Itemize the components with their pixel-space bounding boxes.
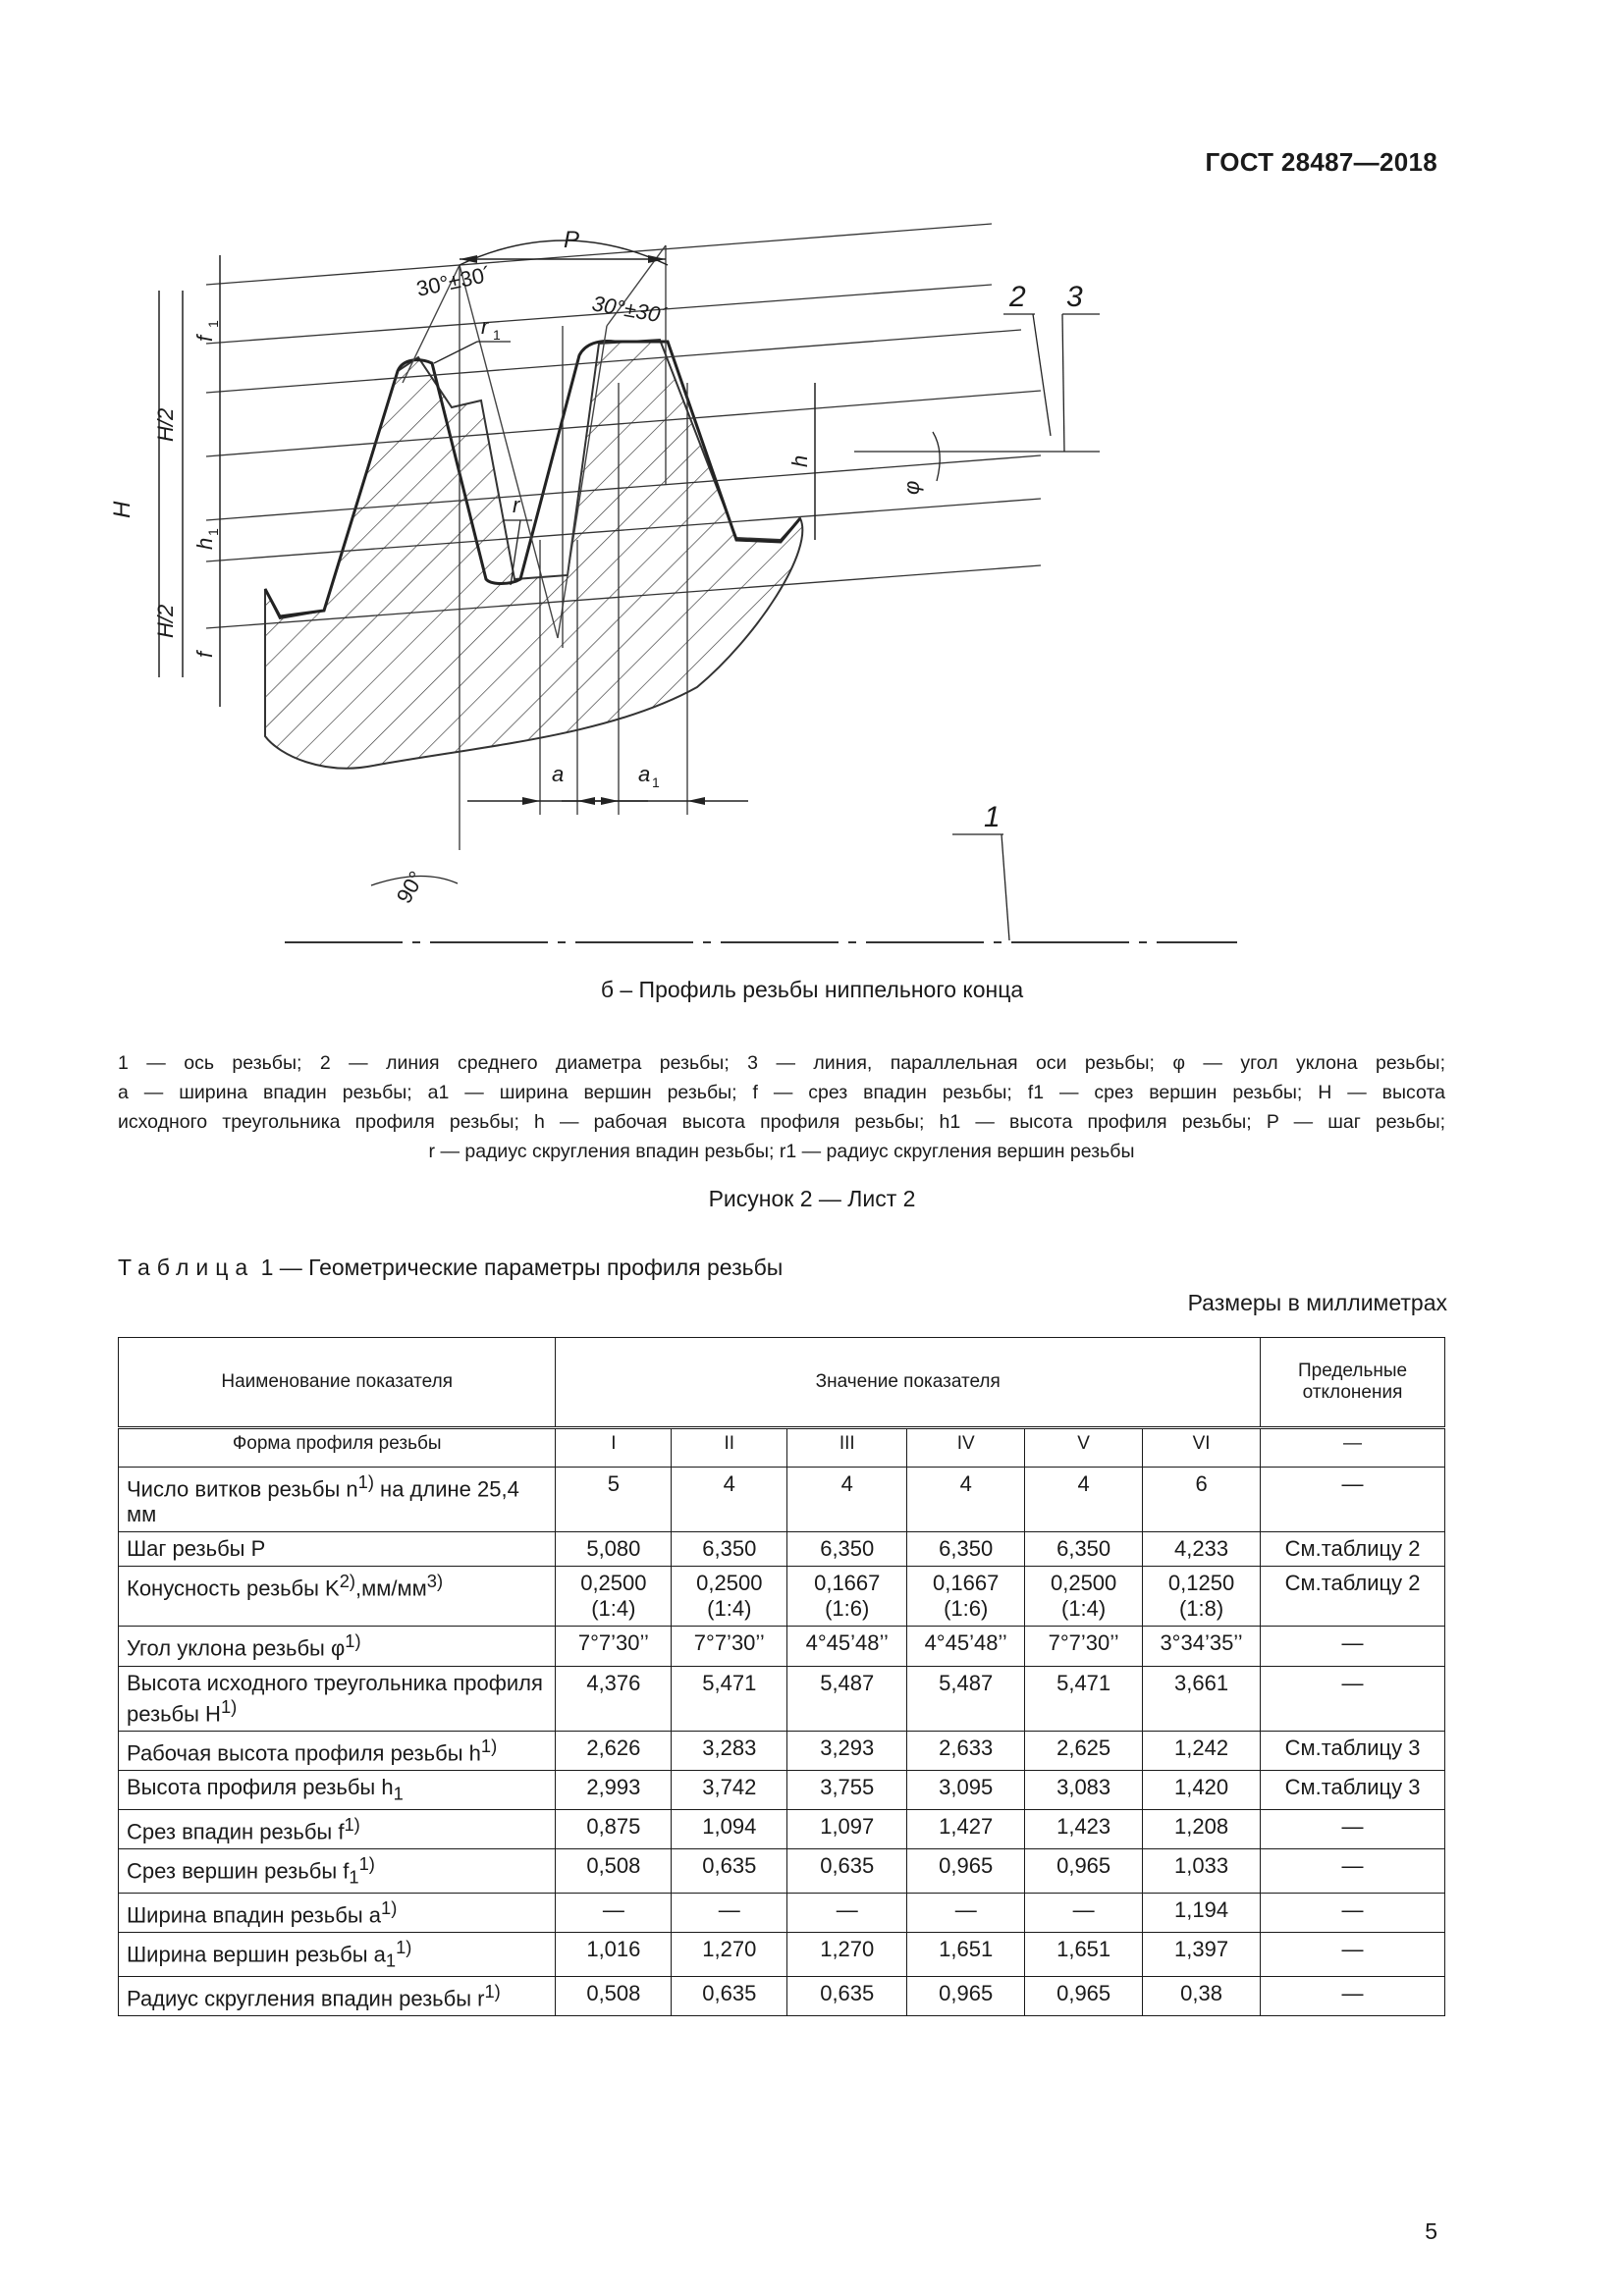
- table-row: [119, 1731, 1445, 1770]
- row-value: —: [556, 1893, 672, 1932]
- header-tolerance: [1261, 1338, 1445, 1428]
- row-value: 6,350: [1025, 1532, 1143, 1567]
- row-value: 4: [1025, 1468, 1143, 1532]
- form-col: I: [556, 1428, 672, 1468]
- row-value: 5,487: [787, 1666, 907, 1731]
- row-value: 3,293: [787, 1731, 907, 1770]
- row-value: 3,283: [672, 1731, 787, 1770]
- header-tolerance-line: Предельные: [1297, 1361, 1408, 1381]
- page-number: 5: [1425, 2218, 1437, 2244]
- row-name: Рабочая высота профиля резьбы $h^{1)}$: [119, 1731, 556, 1770]
- row-tolerance: —: [1261, 1933, 1445, 1977]
- row-value: 4°45’48’’: [787, 1627, 907, 1666]
- half-H-top-label: H/2: [153, 407, 178, 442]
- row-value: 1,097: [787, 1809, 907, 1848]
- row-value: 0,965: [907, 1849, 1025, 1894]
- row-value: 7°7’30’’: [672, 1627, 787, 1666]
- row-name: Конусность резьбы $K^{2)},мм/мм^{3)}$: [119, 1567, 556, 1627]
- form-row: [119, 1428, 1445, 1468]
- row-value: 4,376: [556, 1666, 672, 1731]
- form-label: Форма профиля резьбы: [119, 1428, 556, 1468]
- pitch-label: P: [564, 227, 580, 253]
- row-tolerance: —: [1261, 1976, 1445, 2015]
- row-value: 6,350: [907, 1532, 1025, 1567]
- row-value: —: [787, 1893, 907, 1932]
- row-value: 6,350: [672, 1532, 787, 1567]
- table-title: [118, 1255, 783, 1281]
- row-value: 6,350: [787, 1532, 907, 1567]
- row-value: 1,033: [1143, 1849, 1261, 1894]
- table-row: [119, 1468, 1445, 1532]
- table-title-text: 1 — Геометрические параметры профиля резьбы: [254, 1255, 784, 1280]
- form-col: IV: [907, 1428, 1025, 1468]
- row-value: 0,1250 (1:8): [1143, 1567, 1261, 1627]
- row-value: 3°34’35’’: [1143, 1627, 1261, 1666]
- row-tolerance: См.таблицу 3: [1261, 1731, 1445, 1770]
- half-H-bottom-label: H/2: [153, 604, 178, 638]
- row-value: 3,755: [787, 1771, 907, 1809]
- r-label: r: [513, 493, 520, 517]
- table-row: [119, 1893, 1445, 1932]
- row-value: 1,420: [1143, 1771, 1261, 1809]
- row-tolerance: —: [1261, 1666, 1445, 1731]
- row-value: 7°7’30’’: [556, 1627, 672, 1666]
- row-value: 0,1667 (1:6): [907, 1567, 1025, 1627]
- a-arrow-left: [522, 797, 540, 805]
- legend-line: r — радиус скругления впадин резьбы; r1 — радиус скругления вершин резьбы: [428, 1141, 1135, 1162]
- table-row: [119, 1933, 1445, 1977]
- angle-left-label: 30°±30´: [413, 261, 494, 301]
- table-row: [119, 1666, 1445, 1731]
- callout-3: 3: [1066, 281, 1083, 313]
- row-value: 5,471: [672, 1666, 787, 1731]
- row-value: 2,626: [556, 1731, 672, 1770]
- form-tolerance: —: [1261, 1428, 1445, 1468]
- row-value: 1,016: [556, 1933, 672, 1977]
- row-value: 1,242: [1143, 1731, 1261, 1770]
- header-name: Наименование показателя: [119, 1338, 556, 1428]
- row-value: 0,635: [672, 1849, 787, 1894]
- table-row: [119, 1771, 1445, 1809]
- a1-label: a: [638, 762, 651, 786]
- row-value: 7°7’30’’: [1025, 1627, 1143, 1666]
- a-label: a: [552, 762, 565, 786]
- r1-leader: [434, 342, 477, 363]
- row-value: 1,194: [1143, 1893, 1261, 1932]
- row-value: 1,094: [672, 1809, 787, 1848]
- row-value: 0,2500 (1:4): [672, 1567, 787, 1627]
- row-value: 5,471: [1025, 1666, 1143, 1731]
- row-value: —: [672, 1893, 787, 1932]
- row-name: Срез впадин резьбы $f^{1)}$: [119, 1809, 556, 1848]
- row-value: 1,651: [907, 1933, 1025, 1977]
- legend-line: исходного треугольника профиля резьбы; h — рабочая высота профиля резьбы; h1 — высота профиля резьбы; P — шаг резьбы;: [118, 1111, 1445, 1133]
- row-value: 2,633: [907, 1731, 1025, 1770]
- row-name: Ширина вершин резьбы $a_1^{1)}$: [119, 1933, 556, 1977]
- figure-legend: [118, 1048, 1445, 1166]
- a1-arrow-right: [687, 797, 705, 805]
- table-row: [119, 1567, 1445, 1627]
- row-tolerance: —: [1261, 1809, 1445, 1848]
- r1-label-sub: 1: [493, 327, 501, 343]
- row-name: Радиус скругления впадин резьбы $r^{1)}$: [119, 1976, 556, 2015]
- row-value: 2,993: [556, 1771, 672, 1809]
- h1-label-sub: 1: [205, 528, 221, 536]
- document-id: ГОСТ 28487—2018: [1205, 147, 1437, 177]
- table-header-row: [119, 1338, 1445, 1428]
- row-value: 2,625: [1025, 1731, 1143, 1770]
- row-name: Шаг резьбы P: [119, 1532, 556, 1567]
- row-tolerance: —: [1261, 1849, 1445, 1894]
- callout-2-leader: [1033, 314, 1051, 436]
- row-value: 1,270: [787, 1933, 907, 1977]
- callout-1-leader: [1001, 834, 1009, 940]
- row-name: Число витков резьбы $n^{1)}$ на длине 25,4 мм: [119, 1468, 556, 1532]
- row-tolerance: —: [1261, 1893, 1445, 1932]
- row-value: 4: [672, 1468, 787, 1532]
- f1-label: f: [192, 335, 217, 342]
- row-value: 1,397: [1143, 1933, 1261, 1977]
- row-tolerance: —: [1261, 1468, 1445, 1532]
- row-value: 0,38: [1143, 1976, 1261, 2015]
- row-value: 1,427: [907, 1809, 1025, 1848]
- table-title-prefix: Таблица: [118, 1255, 255, 1280]
- row-value: 4°45’48’’: [907, 1627, 1025, 1666]
- row-value: 6: [1143, 1468, 1261, 1532]
- H-label: H: [109, 501, 135, 518]
- table-row: [119, 1532, 1445, 1567]
- table-row: [119, 1627, 1445, 1666]
- h-label: h: [787, 454, 812, 467]
- r1-label: r: [481, 314, 489, 339]
- row-value: 1,423: [1025, 1809, 1143, 1848]
- row-value: 1,208: [1143, 1809, 1261, 1848]
- angle-right-label: 30°±30´: [590, 291, 670, 329]
- row-value: 0,965: [907, 1976, 1025, 2015]
- r-leader: [511, 520, 520, 585]
- right-angle-label: 90°: [391, 867, 429, 908]
- thread-profile-figure: [109, 226, 1286, 972]
- row-value: 0,508: [556, 1976, 672, 2015]
- a1-label-sub: 1: [652, 774, 660, 790]
- row-value: 0,635: [787, 1976, 907, 2015]
- callout-1: 1: [984, 801, 1001, 833]
- legend-line: a — ширина впадин резьбы; a1 — ширина вершин резьбы; f — срез впадин резьбы; f1 — срез вершин резьбы; H — высота: [118, 1082, 1445, 1103]
- row-name: Высота профиля резьбы $h_1$: [119, 1771, 556, 1809]
- figure-title: Рисунок 2 — Лист 2: [708, 1186, 916, 1211]
- row-name: Высота исходного треугольника профиля резьбы $H^{1)}$: [119, 1666, 556, 1731]
- row-value: —: [1025, 1893, 1143, 1932]
- legend-line: 1 — ось резьбы; 2 — линия среднего диаметра резьбы; 3 — линия, параллельная оси резьбы; φ — угол уклона резьбы;: [118, 1052, 1445, 1074]
- thread-profile-drawing: [109, 226, 1286, 972]
- row-value: 0,2500 (1:4): [1025, 1567, 1143, 1627]
- parameters-table: [118, 1337, 1445, 2016]
- row-value: 3,661: [1143, 1666, 1261, 1731]
- row-value: 0,635: [672, 1976, 787, 2015]
- a1-arrow-left: [601, 797, 619, 805]
- row-tolerance: См.таблицу 2: [1261, 1532, 1445, 1567]
- row-value: 0,635: [787, 1849, 907, 1894]
- row-value: 4,233: [1143, 1532, 1261, 1567]
- row-value: 1,270: [672, 1933, 787, 1977]
- f-label: f: [192, 651, 217, 658]
- table-row: [119, 1976, 1445, 2015]
- row-value: 3,742: [672, 1771, 787, 1809]
- callout-3-leader: [1062, 314, 1064, 452]
- header-tolerance-line: отклонения: [1302, 1382, 1403, 1403]
- row-value: 3,095: [907, 1771, 1025, 1809]
- row-value: 0,508: [556, 1849, 672, 1894]
- row-tolerance: —: [1261, 1627, 1445, 1666]
- row-value: 5: [556, 1468, 672, 1532]
- form-col: V: [1025, 1428, 1143, 1468]
- phi-arc: [933, 432, 940, 481]
- row-value: 0,965: [1025, 1849, 1143, 1894]
- subfigure-caption: б – Профиль резьбы ниппельного конца: [600, 977, 1024, 1002]
- h1-label: h: [192, 537, 217, 550]
- row-value: 0,1667 (1:6): [787, 1567, 907, 1627]
- row-value: 1,651: [1025, 1933, 1143, 1977]
- phi-label: φ: [899, 480, 924, 495]
- table-row: [119, 1849, 1445, 1894]
- form-col: II: [672, 1428, 787, 1468]
- row-value: 0,965: [1025, 1976, 1143, 2015]
- row-tolerance: См.таблицу 3: [1261, 1771, 1445, 1809]
- row-value: 4: [787, 1468, 907, 1532]
- row-name: Срез вершин резьбы $f_1^{1)}$: [119, 1849, 556, 1894]
- row-name: Угол уклона резьбы $\varphi^{1)}$: [119, 1627, 556, 1666]
- form-col: III: [787, 1428, 907, 1468]
- header-value: Значение показателя: [556, 1338, 1261, 1428]
- row-value: —: [907, 1893, 1025, 1932]
- row-name: Ширина впадин резьбы $a^{1)}$: [119, 1893, 556, 1932]
- row-tolerance: См.таблицу 2: [1261, 1567, 1445, 1627]
- row-value: 5,080: [556, 1532, 672, 1567]
- f1-label-sub: 1: [205, 320, 221, 328]
- row-value: 5,487: [907, 1666, 1025, 1731]
- table-row: [119, 1809, 1445, 1848]
- row-value: 4: [907, 1468, 1025, 1532]
- callout-2: 2: [1009, 281, 1026, 313]
- row-value: 3,083: [1025, 1771, 1143, 1809]
- row-value: 0,2500 (1:4): [556, 1567, 672, 1627]
- thread-body: [265, 340, 802, 769]
- row-value: 0,875: [556, 1809, 672, 1848]
- form-col: VI: [1143, 1428, 1261, 1468]
- units-note: Размеры в миллиметрах: [1187, 1290, 1447, 1315]
